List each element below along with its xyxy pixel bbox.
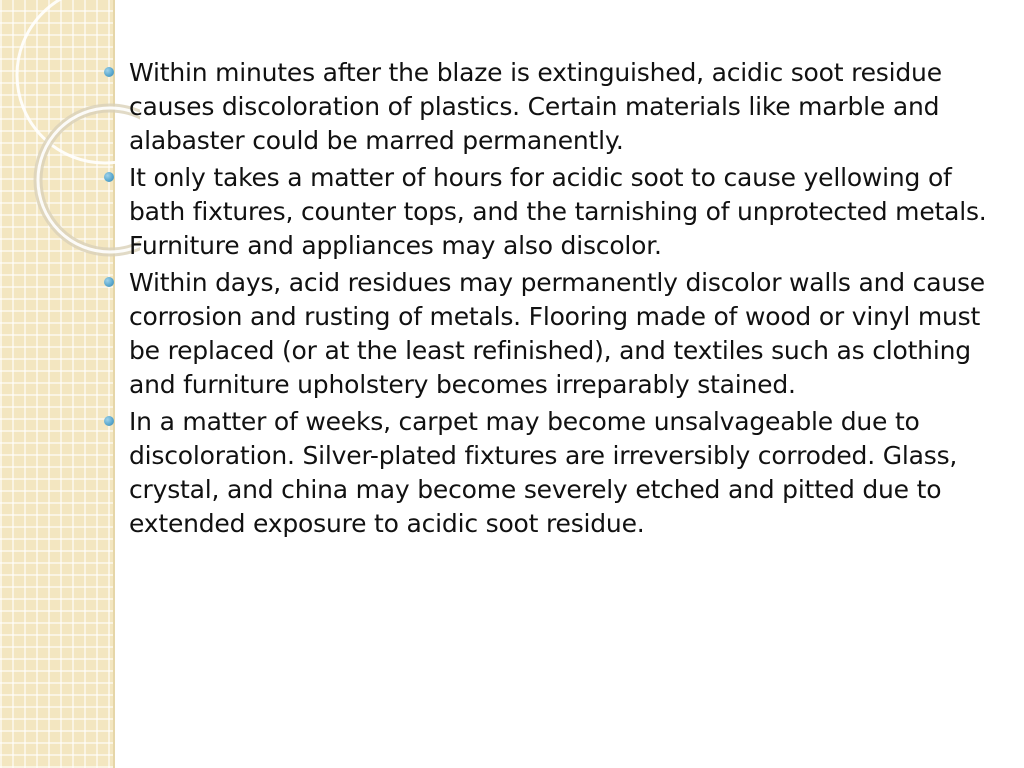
- bullet-item: [104, 405, 1004, 541]
- slide-body: [104, 56, 1004, 544]
- bullet-dot-icon: [104, 416, 114, 426]
- bullet-dot-icon: [104, 172, 114, 182]
- bullet-item: [104, 56, 1004, 158]
- bullet-dot-icon: [104, 277, 114, 287]
- bullet-item: [104, 161, 1004, 263]
- bullet-text: It only takes a matter of hours for acidic soot to cause yellowing of bath fixtures, counter tops, and the tarnishing of unprotected metals. Furniture and appliances may also discolor.: [129, 163, 987, 260]
- bullet-text: Within days, acid residues may permanently discolor walls and cause corrosion and rusting of metals. Flooring made of wood or vinyl must be replaced (or at the least refinished), and textiles such as clothing and furniture upholstery becomes irreparably stained.: [129, 268, 985, 399]
- bullet-text: In a matter of weeks, carpet may become unsalvageable due to discoloration. Silver-plated fixtures are irreversibly corroded. Glass, crystal, and china may become severely etched and pitted due to extended exposure to acidic soot residue.: [129, 407, 958, 538]
- bullet-text: Within minutes after the blaze is extinguished, acidic soot residue causes discoloration of plastics. Certain materials like marble and alabaster could be marred permanently.: [129, 58, 942, 155]
- bullet-item: [104, 266, 1004, 402]
- bullet-list: [104, 56, 1004, 541]
- bullet-dot-icon: [104, 67, 114, 77]
